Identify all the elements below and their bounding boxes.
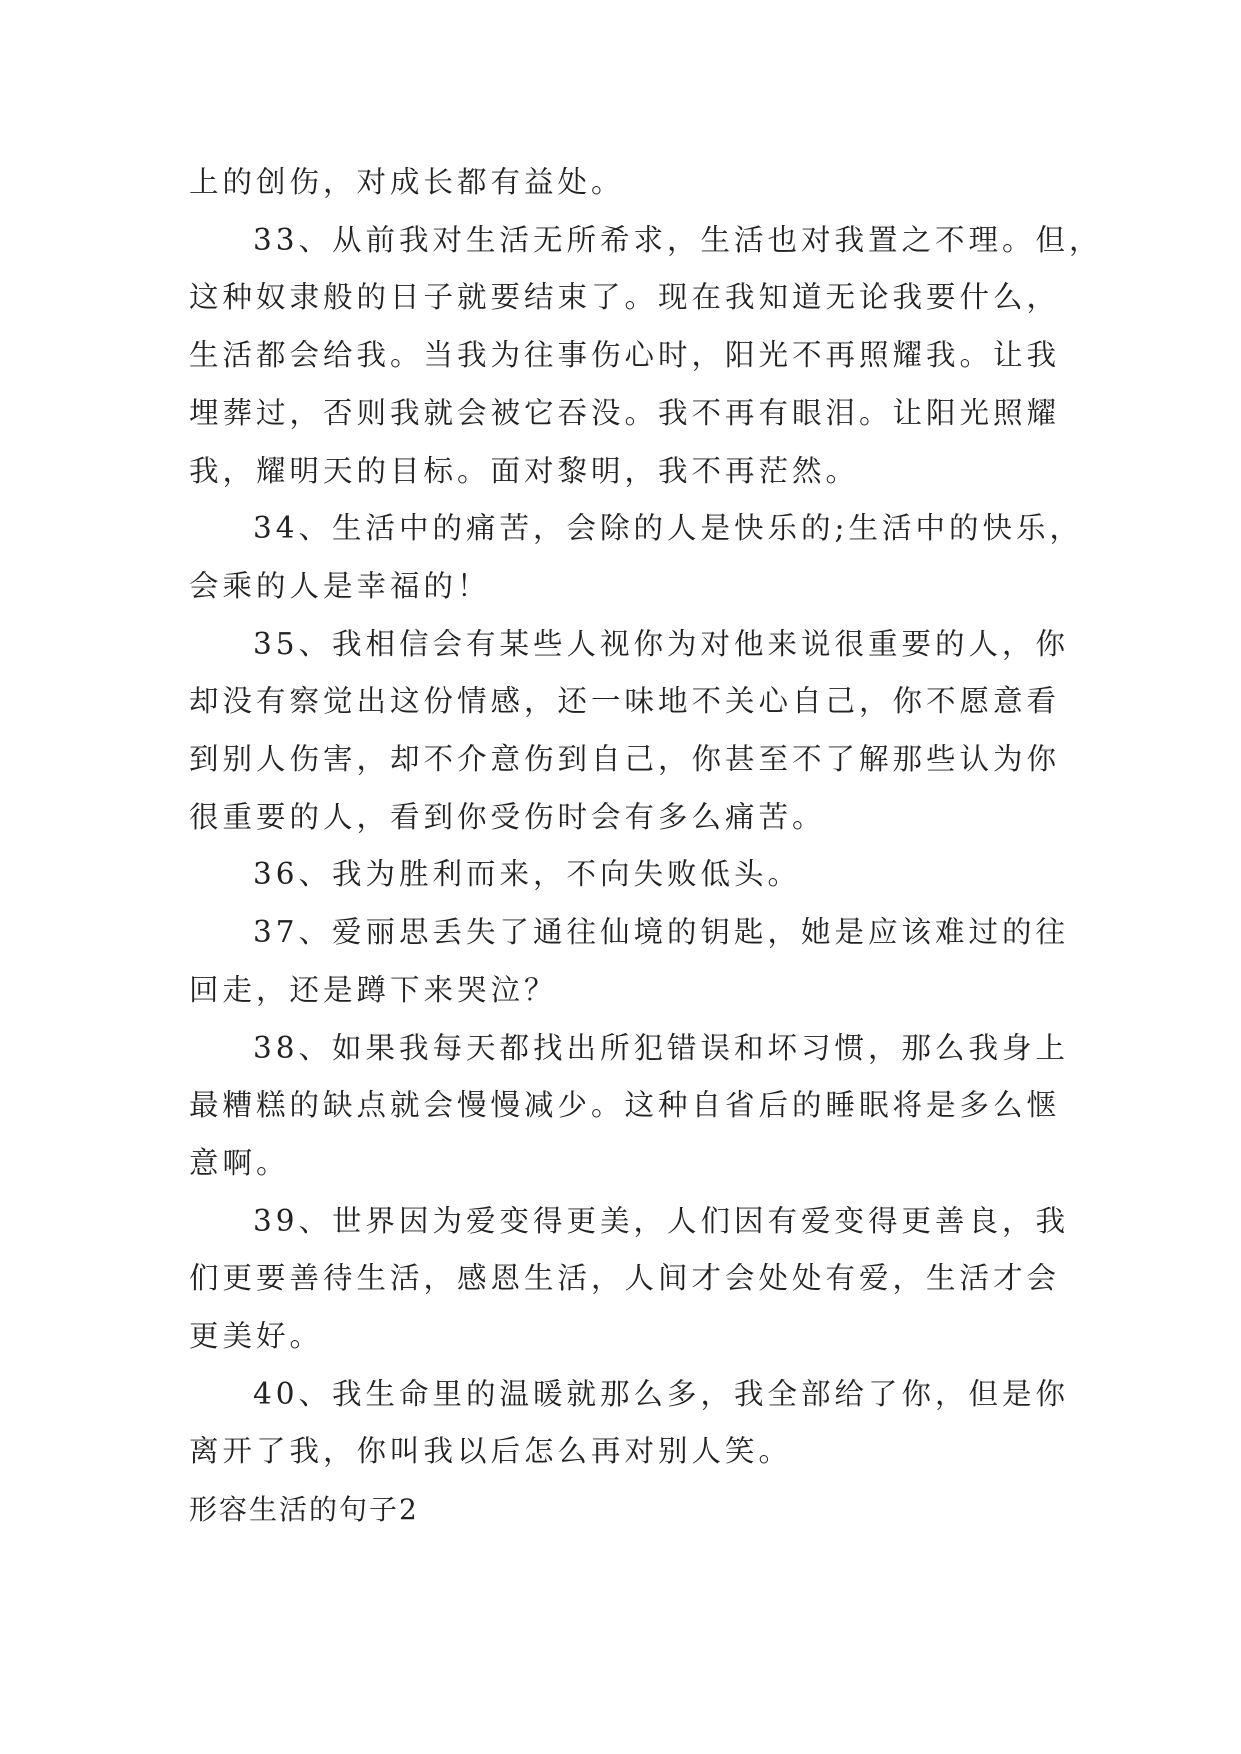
text-line: 这种奴隶般的日子就要结束了。现在我知道无论我要什么， [189,280,1061,315]
text-line: 36、我为胜利而来，不向失败低头。 [253,857,802,892]
paragraph [189,212,1103,501]
text-line: 39、世界因为爱变得更美，人们因有爱变得更善良，我 [253,1203,1070,1238]
paragraph [189,1193,1070,1366]
paragraph [189,1020,1070,1193]
text-line: 到别人伤害，却不介意伤到自己，你甚至不了解那些认为你 [189,742,1061,777]
paragraph [189,616,1070,847]
text-line: 34、生活中的痛苦，会除的人是快乐的;生活中的快乐， [253,511,1083,546]
text-line: 埋葬过，否则我就会被它吞没。我不再有眼泪。让阳光照耀 [189,395,1061,430]
text-line: 上的创伤，对成长都有益处。 [189,165,625,199]
paragraph [189,846,1052,904]
text-line: 35、我相信会有某些人视你为对他来说很重要的人，你 [253,626,1070,661]
text-line: 们更要善待生活，感恩生活，人间才会处处有爱，生活才会 [189,1261,1061,1296]
text-line: 33、从前我对生活无所希求，生活也对我置之不理。但， [253,222,1103,257]
text-line: 会乘的人是幸福的！ [189,568,491,603]
text-line: 离开了我，你叫我以后怎么再对别人笑。 [189,1434,793,1469]
paragraph [189,904,1070,1019]
text-line: 却没有察觉出这份情感，还一味地不关心自己，你不愿意看 [189,684,1061,719]
text-line: 我，耀明天的目标。面对黎明，我不再茫然。 [189,453,860,488]
text-line: 很重要的人，看到你受伤时会有多么痛苦。 [189,799,826,834]
paragraph [189,154,1052,212]
text-line: 回走，还是蹲下来哭泣？ [189,972,558,1007]
text-line: 意啊。 [189,1145,290,1180]
text-line: 38、如果我每天都找出所犯错误和坏习惯，那么我身上 [253,1030,1070,1065]
text-line: 40、我生命里的温暖就那么多，我全部给了你，但是你 [253,1376,1070,1411]
paragraph [189,500,1083,615]
text-line: 更美好。 [189,1319,324,1354]
body-text [189,154,1103,1539]
text-line: 37、爱丽思丢失了通往仙境的钥匙，她是应该难过的往 [253,915,1070,950]
text-line: 生活都会给我。当我为往事伤心时，阳光不再照耀我。让我 [189,338,1061,373]
text-line: 最糟糕的缺点就会慢慢减少。这种自省后的睡眠将是多么惬 [189,1088,1061,1123]
paragraph [189,1366,1070,1481]
section-heading: 形容生活的句子2 [189,1493,419,1527]
